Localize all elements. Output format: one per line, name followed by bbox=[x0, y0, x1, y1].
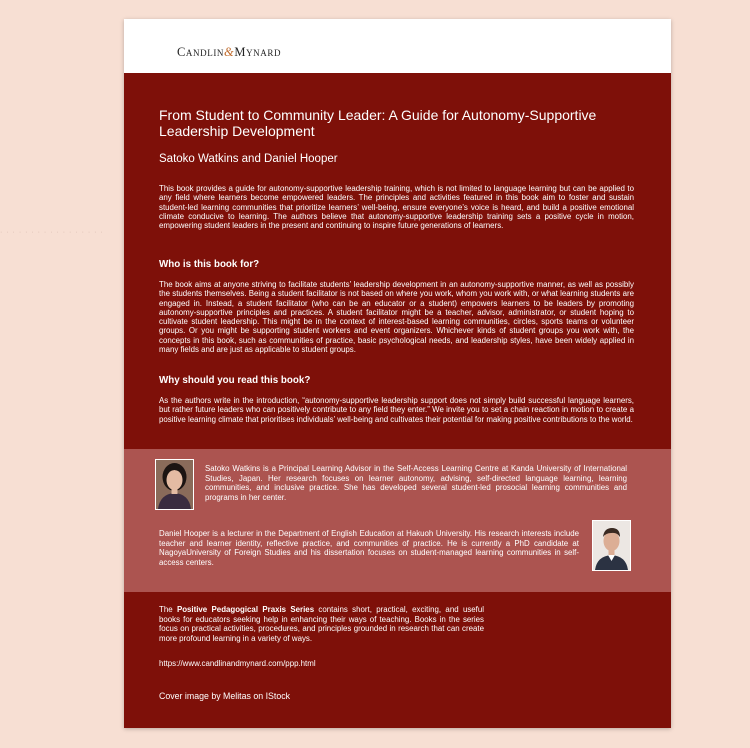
publisher-logo bbox=[177, 45, 281, 60]
intro-paragraph: This book provides a guide for autonomy-supportive leadership training, which is not limited to language learning but can be applied to any field where learners become empowered leaders. The principles and activities featured in this book aim to foster and sustain student-led learning communities that prioritize learners’ well-being, ensure everyone’s voice is heard, and build a positive emotional climate conducive to learning. The authors believe that autonomy-supportive leadership training sets a positive cycle in motion, empowering student leaders in the present and continuing to inspire future generations of learners. bbox=[159, 184, 634, 231]
section-body-why: As the authors write in the introduction, “autonomy-supportive leadership support does not simply build successful language learners, but rather future leaders who can positively contribute to any field they enter.” We invite you to set a chain reaction in motion to create a positive learning climate that prioritises individuals’ well-being and cultivates their potential for making positive contributions to the world. bbox=[159, 396, 634, 424]
section-heading-why: Why should you read this book? bbox=[159, 375, 311, 386]
section-body-who: The book aims at anyone striving to facilitate students’ leadership development in an autonomy-supportive manner, as well as possibly the students themselves. Being a student facilitator is not based on where you work, whom you work with, or what learning students are engaged in. Instead, a student facilitator (who can be an educator or a student) empowers learners to be leaders by promoting autonomy-supportive principles and practices. A student facilitator might be a teacher, advisor, administrator, or student hoping to cultivate student leadership. This might be in the context of interest-based learning communities, circles, sports teams or volunteer groups. Or you might be supporting student workers and event organizers. Whichever kinds of student groups you work with, the concepts in this book, such as communities of practice, basic psychological needs, and leadership styles, have been widely applied in many fields and are just as applicable to student groups. bbox=[159, 280, 634, 355]
book-authors: Satoko Watkins and Daniel Hooper bbox=[159, 153, 338, 165]
author-photo-hooper bbox=[592, 520, 631, 571]
publisher-name-left: Candlin bbox=[177, 45, 225, 59]
series-url-link[interactable]: https://www.candlinandmynard.com/ppp.html bbox=[159, 659, 316, 668]
cover-image-credit: Cover image by Melitas on IStock bbox=[159, 691, 291, 701]
bio-watkins: Satoko Watkins is a Principal Learning Advisor in the Self-Access Learning Centre at Kanda University of International Studies, Japan. Her research focuses on learner autonomy, advising, self-directed language learning, learning communities, and inclusive practice. She has developed several student-led prosocial learning communities and programs in her center. bbox=[205, 464, 627, 503]
publisher-ampersand: & bbox=[224, 45, 235, 59]
bio-hooper: Daniel Hooper is a lecturer in the Department of English Education at Hakuoh University. His research interests include teacher and learner identity, reflective practice, and communities of practice. He is currently a PhD candidate at NagoyaUniversity of Foreign Studies and his dissertation focuses on student-managed learning communities in self-access centers. bbox=[159, 529, 579, 568]
background-watermark: · · · · · · · · · · · · · · · · · bbox=[0, 229, 104, 236]
author-photo-watkins bbox=[155, 459, 194, 510]
section-heading-who: Who is this book for? bbox=[159, 259, 260, 270]
series-prefix: The bbox=[159, 605, 177, 614]
series-name: Positive Pedagogical Praxis Series bbox=[176, 605, 315, 614]
publisher-header bbox=[124, 19, 671, 73]
book-title: From Student to Community Leader: A Guide for Autonomy-Supportive Leadership Development bbox=[159, 107, 597, 139]
series-text: contains short, practical, exciting, and useful books for educators seeking help in enhancing their ways of teaching. Books in the series focus on practical activities, procedures, and principles grounded in research that can create more profound learning in a variety of ways. bbox=[159, 605, 484, 643]
publisher-name-right: Mynard bbox=[234, 45, 282, 59]
series-description bbox=[159, 605, 484, 643]
back-cover bbox=[124, 19, 671, 728]
